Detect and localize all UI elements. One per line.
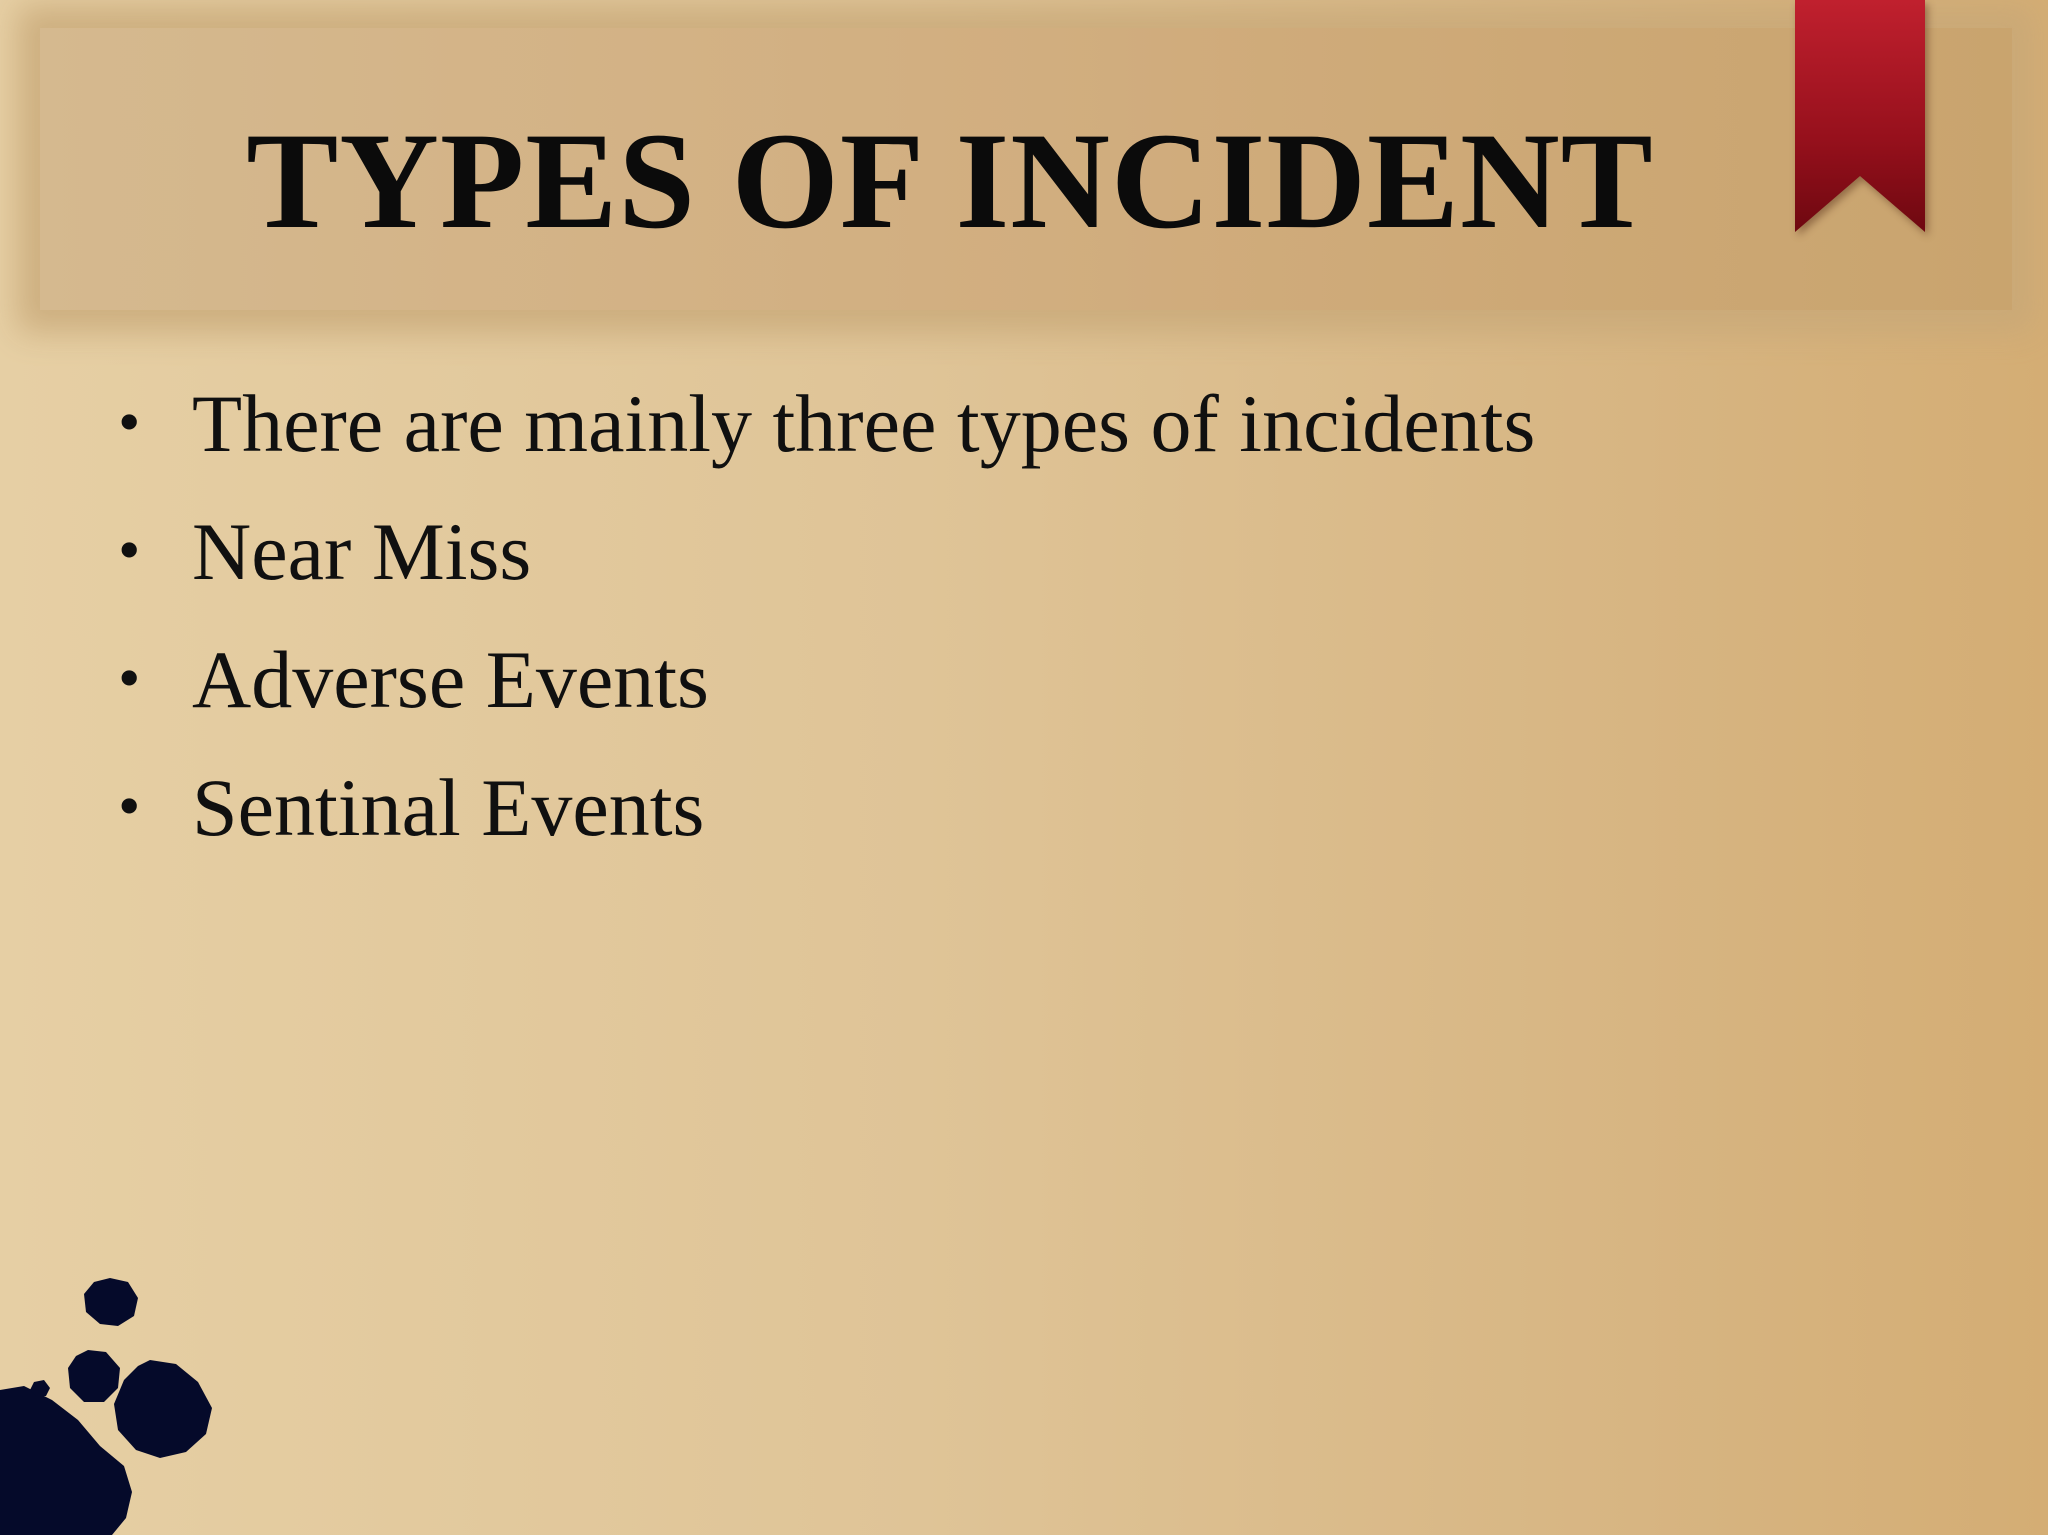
- bullet-text: Sentinal Events: [192, 762, 705, 853]
- bookmark-ribbon-icon: [1795, 0, 1925, 232]
- bullet-item: [118, 488, 1535, 616]
- bullet-item: [118, 744, 1535, 872]
- bullet-text: Adverse Events: [192, 634, 709, 725]
- bullet-dot-icon: •: [118, 770, 141, 841]
- bullet-text: There are mainly three types of incidents: [192, 378, 1536, 469]
- bullet-item: [118, 360, 1535, 488]
- ink-splatter-icon: [0, 1270, 240, 1535]
- bullet-item: [118, 616, 1535, 744]
- bullet-dot-icon: •: [118, 642, 141, 713]
- bullet-dot-icon: •: [118, 386, 141, 457]
- slide-title: TYPES OF INCIDENT: [246, 104, 1654, 257]
- bullet-list: [118, 360, 1535, 872]
- bullet-text: Near Miss: [192, 506, 532, 597]
- bullet-dot-icon: •: [118, 514, 141, 585]
